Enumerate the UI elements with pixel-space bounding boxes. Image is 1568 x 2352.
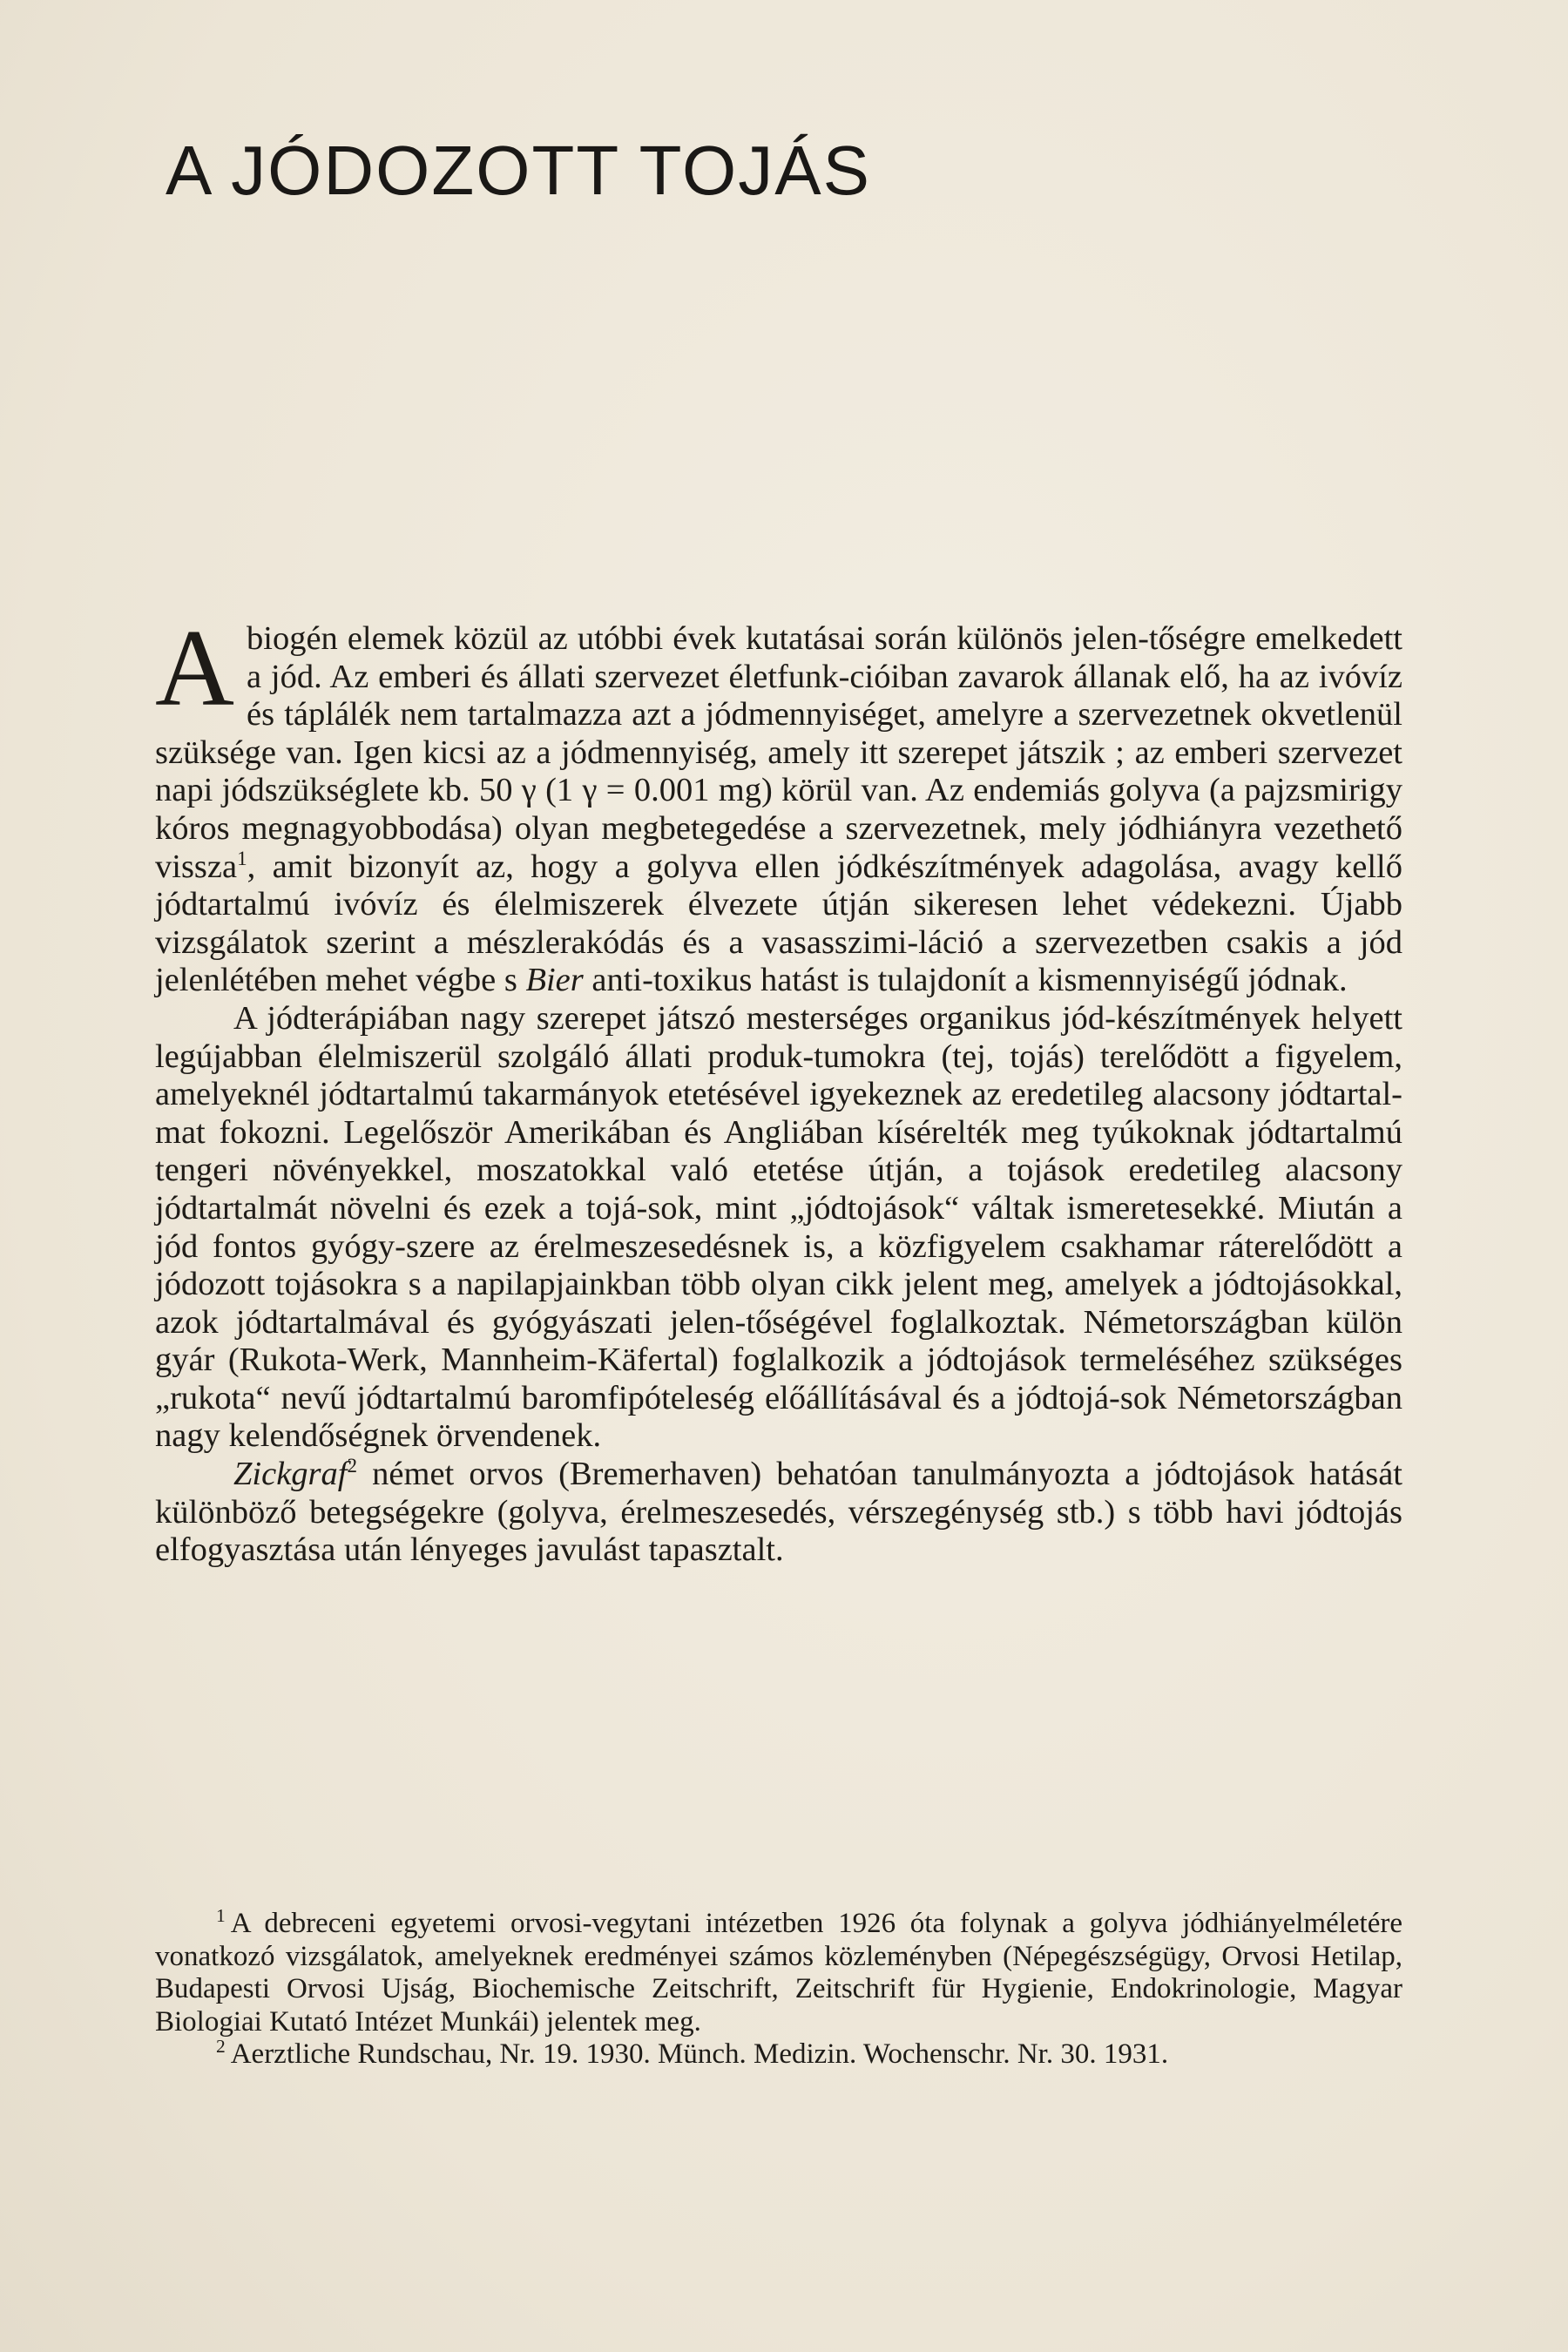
- footnotes: [155, 1905, 1402, 2072]
- footnote-ref-1: 1: [237, 846, 247, 869]
- article-title: A JÓDOZOTT TOJÁS: [166, 132, 871, 209]
- drop-cap: A: [155, 608, 234, 729]
- author-name-zickgraf: Zickgraf: [233, 1456, 348, 1493]
- paragraph-3-text: német orvos (Bremerhaven) behatóan tanulmányozta a jódtojások hatását különböző betegségekre (golyva, érelmeszesedés, vérszegénység stb.) s több havi jódtojás elfogyasztása után lényeges javulást tapasztalt.: [155, 1456, 1402, 1569]
- footnote-2: [155, 2038, 1402, 2072]
- article-body: [155, 608, 1402, 1570]
- author-name-bier: Bier: [525, 962, 584, 999]
- paragraph-1-text: biogén elemek közül az utóbbi évek kutatásai során különös jelen-tőségre emelkedett a jód. Az emberi és állati szervezet életfunk-cióiban zavarok állanak elő, ha az ivóvíz és táplálék nem tartalmazza azt a jódmennyiséget, amelyre a szervezetnek okvetlenül szüksége van. Igen kicsi az a jódmennyiség, amely itt szerepet játszik ; az emberi szervezet napi jódszükséglete kb. 50 γ (1 γ = 0.001 mg) körül van. Az endemiás golyva (a pajzsmirigy kóros megnagyobbodása) olyan megbetegedése a szervezetnek, mely jódhiányra vezethető vissza: [155, 620, 1402, 885]
- footnote-2-text: Aerztliche Rundschau, Nr. 19. 1930. Münch. Medizin. Wochenschr. Nr. 30. 1931.: [230, 2038, 1169, 2070]
- footnote-2-mark: 2: [216, 2036, 226, 2057]
- footnote-1-text: A debreceni egyetemi orvosi-vegytani intézetben 1926 óta folynak a golyva jódhiányelméletére vonatkozó vizsgálatok, amelyeknek eredményei számos közleményben (Népegészségügy, Orvosi Hetilap, Budapesti Orvosi Ujság, Biochemische Zeitschrift, Zeitschrift für Hygienie, Endokrinologie, Magyar Biologiai Kutató Intézet Munkái) jelentek meg.: [155, 1908, 1402, 2038]
- paragraph-3: [155, 1456, 1402, 1570]
- paragraph-1-tail-a: , amit bizonyít az, hogy a golyva ellen jódkészítmények adagolása, avagy kellő jódtartalmú ivóvíz és élelmiszerek élvezete útján sikeresen lehet védekezni. Újabb vizsgálatok szerint a mészlerakódás és a vasasszimi-láció a szervezetben csakis a jód jelenlétében mehet végbe s: [155, 848, 1402, 999]
- paragraph-1-tail-b: anti-toxikus hatást is tulajdonít a kismennyiségű jódnak.: [583, 962, 1348, 999]
- paragraph-1: [155, 608, 1402, 1000]
- footnote-ref-2: 2: [347, 1454, 358, 1477]
- footnote-1-mark: 1: [216, 1905, 226, 1926]
- footnote-1: [155, 1905, 1402, 2038]
- paragraph-2: A jódterápiában nagy szerepet játszó mesterséges organikus jód-készítmények helyett legújabban élelmiszerül szolgáló állati produk-tumokra (tej, tojás) terelődött a figyelem, amelyeknél jódtartalmú takarmányok etetésével igyekeznek az eredetileg alacsony jódtartal-mat fokozni. Legelőször Amerikában és Angliában kísérelték meg tyúkoknak jódtartalmú tengeri növényekkel, moszatokkal való etetése útján, a tojások eredetileg alacsony jódtartalmát növelni és ezek a tojá-sok, mint „jódtojások“ váltak ismeretesekké. Miután a jód fontos gyógy-szere az érelmeszesedésnek is, a közfigyelem csakhamar ráterelődött a jódozott tojásokra s a napilapjainkban több olyan cikk jelent meg, amelyek a jódtojásokkal, azok jódtartalmával és gyógyászati jelen-tőségével foglalkoztak. Németországban külön gyár (Rukota-Werk, Mannheim-Käfertal) foglalkozik a jódtojások termeléséhez szükséges „rukota“ nevű jódtartalmú baromfipóteleség előállításával és a jódtojá-sok Németországban nagy kelendőségnek örvendenek.: [155, 999, 1402, 1455]
